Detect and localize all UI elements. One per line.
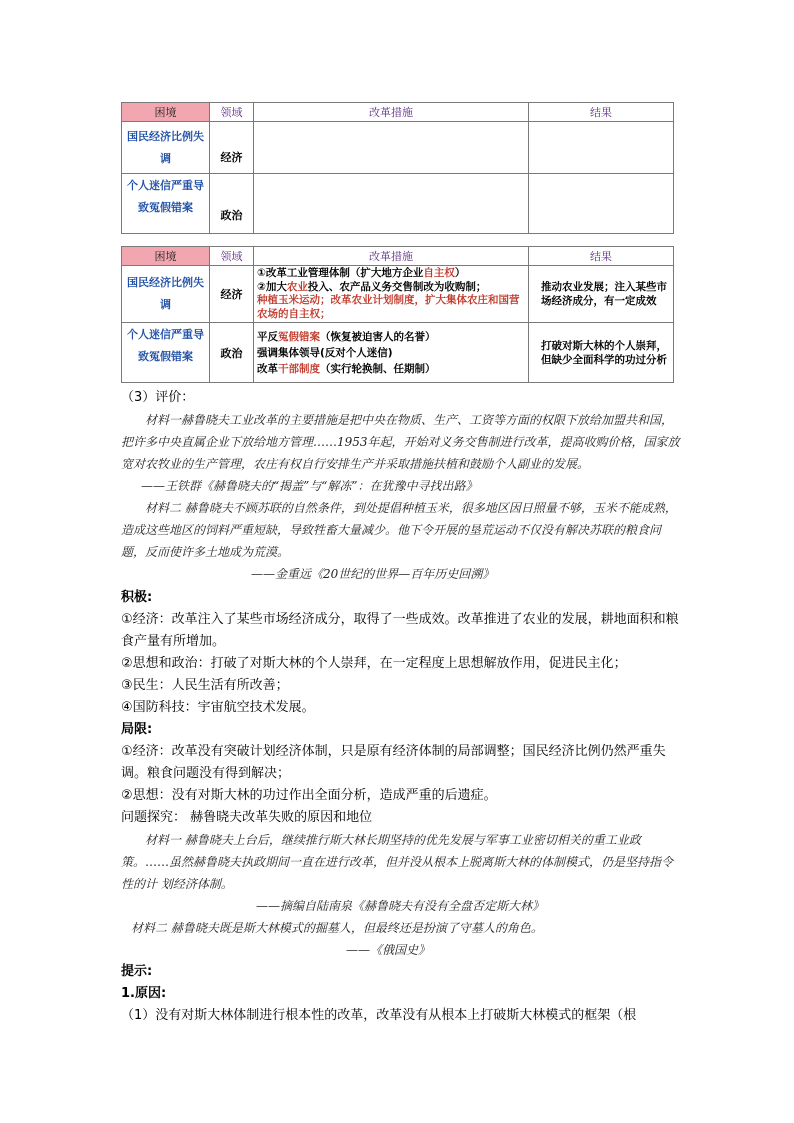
header-field: 领域 [210, 247, 254, 266]
source-4: ——《俄国史》 [346, 943, 431, 957]
measure-item [257, 267, 525, 281]
measures-cell [254, 266, 529, 323]
positive-label: 积极: [121, 590, 153, 605]
field-cell: 政治 [210, 174, 254, 234]
field-cell: 经济 [210, 266, 254, 323]
header-result: 结果 [529, 103, 674, 122]
measure-item [257, 281, 525, 295]
inquiry-heading: 问题探究： 赫鲁晓夫改革失败的原因和地位 [121, 810, 373, 825]
eval-heading: （3）评价： [121, 390, 195, 405]
reform-table-empty [121, 102, 674, 234]
measure-keyword: 自主权 [423, 267, 455, 279]
result-cell: 推动农业发展；注入某些市场经济成分，有一定成效 [529, 266, 674, 323]
measure-text: 改革 [257, 362, 278, 375]
material-1: 材料一赫鲁晓夫工业改革的主要措施是把中央在物质、生产、工资等方面的权限下放给加盟共和国，把许多中央直属企业下放给地方管理……1953年起，开始对义务交售制进行改革，提高收购价格，国家放宽对农牧业的生产管理，农庄有权自行安排生产并采取措施扶植和鼓励个人副业的发展。 [121, 413, 680, 471]
positive-item: ④国防科技：宇宙航空技术发展。 [121, 700, 315, 715]
positive-item: ③民生：人民生活有所改善； [121, 678, 289, 693]
positive-item: ②思想和政治：打破了对斯大林的个人崇拜，在一定程度上思想解放作用，促进民主化； [121, 656, 627, 671]
measure-text: 投入、农产品义务交售制改为收购制； [307, 280, 487, 293]
measure-keyword: 干部制度 [278, 362, 320, 375]
field-cell: 经济 [210, 122, 254, 174]
reason-item: （1）没有对斯大林体制进行根本性的改革，改革没有从根本上打破斯大林模式的框架（根 [121, 1008, 637, 1023]
source-3: ——摘编自陆南泉《赫鲁晓夫有没有全盘否定斯大林》 [256, 899, 545, 913]
measure-keyword: 农业 [286, 280, 308, 293]
result-cell [529, 122, 674, 174]
material-2: 材料二 赫鲁晓夫不顾苏联的自然条件，到处提倡种植玉米，很多地区因日照量不够，玉米不能成熟，造成这些地区的饲料严重短缺，导致牲畜大量减少。他下令开展的垦荒运动不仅没有解决苏联的粮食问题，反而使许多土地成为荒漠。 [121, 501, 677, 559]
measure-item [257, 361, 525, 377]
problem-cell: 国民经济比例失调 [122, 266, 210, 323]
table-row [122, 266, 674, 323]
header-measures: 改革措施 [254, 247, 529, 266]
measures-cell [254, 174, 529, 234]
result-cell: 打破对斯大林的个人崇拜，但缺少全面科学的功过分析 [529, 323, 674, 383]
table-row [122, 174, 674, 234]
problem-cell: 个人迷信严重导致冤假错案 [122, 323, 210, 383]
measure-text: ②加大 [257, 280, 287, 293]
limit-item: ②思想：没有对斯大林的功过作出全面分析，造成严重的后遗症。 [121, 788, 497, 803]
measures-cell [254, 122, 529, 174]
measure-text: 平反 [257, 330, 278, 343]
measures-cell [254, 323, 529, 383]
header-result: 结果 [529, 247, 674, 266]
field-cell: 政治 [210, 323, 254, 383]
source-2: ——金重远《20世纪的世界—百年历史回溯》 [251, 567, 495, 581]
header-measures: 改革措施 [254, 103, 529, 122]
evaluation-section [121, 387, 681, 1027]
measure-keyword: 冤假错案 [278, 330, 320, 343]
limit-label: 局限: [121, 722, 153, 737]
reform-table-filled [121, 246, 674, 383]
reason-label: 1.原因: [121, 986, 167, 1001]
header-dilemma: 困境 [122, 103, 210, 122]
measure-text: （恢复被迫害人的名誉） [320, 330, 436, 343]
measure-text: ①改革工业管理体制（扩大地方企业 [257, 267, 424, 279]
measure-item: 强调集体领导(反对个人迷信) [257, 346, 393, 359]
result-cell [529, 174, 674, 234]
material-4: 材料二 赫鲁晓夫既是斯大林模式的掘墓人，但最终还是扮演了守墓人的角色。 [131, 921, 543, 935]
table-header-row [122, 103, 674, 122]
positive-item: ①经济：改革注入了某些市场经济成分，取得了一些成效。改革推进了农业的发展，耕地面积和粮食产量有所增加。 [121, 612, 679, 649]
table-row [122, 323, 674, 383]
table-row [122, 122, 674, 174]
measure-item: 种植玉米运动；改革农业计划制度，扩大集体农庄和国营农场的自主权； [257, 294, 520, 320]
measure-item [257, 329, 525, 345]
hint-label: 提示: [121, 964, 153, 979]
header-dilemma: 困境 [122, 247, 210, 266]
header-field: 领域 [210, 103, 254, 122]
measure-text: ） [454, 267, 466, 279]
problem-cell: 个人迷信严重导致冤假错案 [122, 174, 210, 234]
problem-cell: 国民经济比例失调 [122, 122, 210, 174]
table-header-row [122, 247, 674, 266]
limit-item: ①经济：改革没有突破计划经济体制，只是原有经济体制的局部调整；国民经济比例仍然严重失调。粮食问题没有得到解决； [121, 744, 666, 781]
measure-text: （实行轮换制、任期制） [320, 362, 436, 375]
material-3: 材料一 赫鲁晓夫上台后，继续推行斯大林长期坚持的优先发展与军事工业密切相关的重工业政策。……虽然赫鲁晓夫执政期间一直在进行改革，但并没从根本上脱离斯大林的体制模式，仍是坚持指令性的计 划经济体制。 [121, 833, 674, 891]
source-1: ——王铁群《赫鲁晓夫的“揭盖”与“解冻”：在犹豫中寻找出路》 [141, 479, 478, 493]
